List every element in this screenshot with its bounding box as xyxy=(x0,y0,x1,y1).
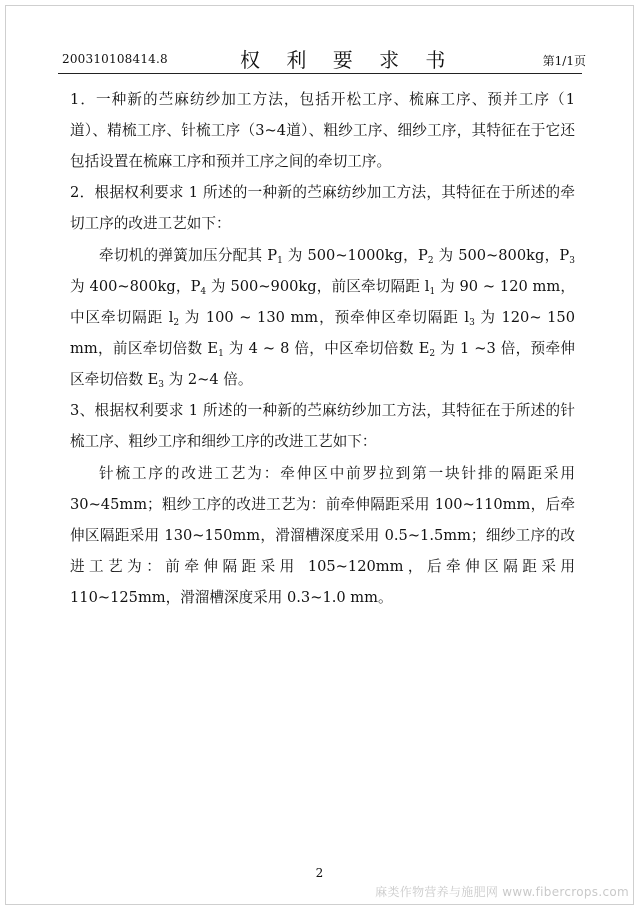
claim-3: 3、根据权利要求 1 所述的一种新的苎麻纺纱加工方法，其特征在于所述的针梳工序、粗纱工序和细纱工序的改进工艺如下： xyxy=(70,402,575,450)
watermark: 麻类作物营养与施肥网 www.fibercrops.com xyxy=(375,885,629,899)
claim-2: 2．根据权利要求 1 所述的一种新的苎麻纺纱加工方法，其特征在于所述的牵切工序的改进工艺如下： xyxy=(70,184,575,232)
claims-body xyxy=(70,84,575,613)
page-info: 第1/1页 xyxy=(542,54,586,68)
page-title: 权 利 要 求 书 xyxy=(240,48,456,72)
claim-1: 1．一种新的苎麻纺纱加工方法，包括开松工序、梳麻工序、预并工序（1道）、精梳工序、针梳工序（3~4道）、粗纱工序、细纱工序，其特征在于它还包括设置在梳麻工序和预并工序之间的牵切工序。 xyxy=(70,91,575,170)
application-number: 200310108414.8 xyxy=(62,52,168,66)
claim-2-detail: 牵切机的弹簧加压分配其 $P_1$ 为 500~1000kg，$P_2$ 为 500~800kg，$P_3$ 为 400~800kg，$P_4$ 为 500~900kg，前区牵切隔距 $l_1$ 为 90 ~ 120 mm，中区牵切隔距 $l_2$ 为 100 ~ 130 mm，预牵伸区牵切隔距 $l_3$ 为 120~ 150 mm，前区牵切倍数 $E_1$ 为 4 ~ 8 倍，中区牵切倍数 $E_2$ 为 1 ~3 倍，预牵伸区牵切倍数 $E_3$ 为 2~4 倍。 xyxy=(70,247,575,390)
page-number: 2 xyxy=(315,866,324,880)
document-header xyxy=(0,44,639,74)
claim-3-detail: 针梳工序的改进工艺为：牵伸区中前罗拉到第一块针排的隔距采用 30~45mm；粗纱工序的改进工艺为：前牵伸隔距采用 100~110mm，后牵伸区隔距采用 130~150mm，滑溜槽深度采用 0.5~1.5mm；细纱工序的改进工艺为：前牵伸隔距采用 105~120mm，后牵伸区隔距采用 110~125mm，滑溜槽深度采用 0.3~1.0 mm。 xyxy=(70,465,575,606)
header-rule xyxy=(58,73,582,74)
